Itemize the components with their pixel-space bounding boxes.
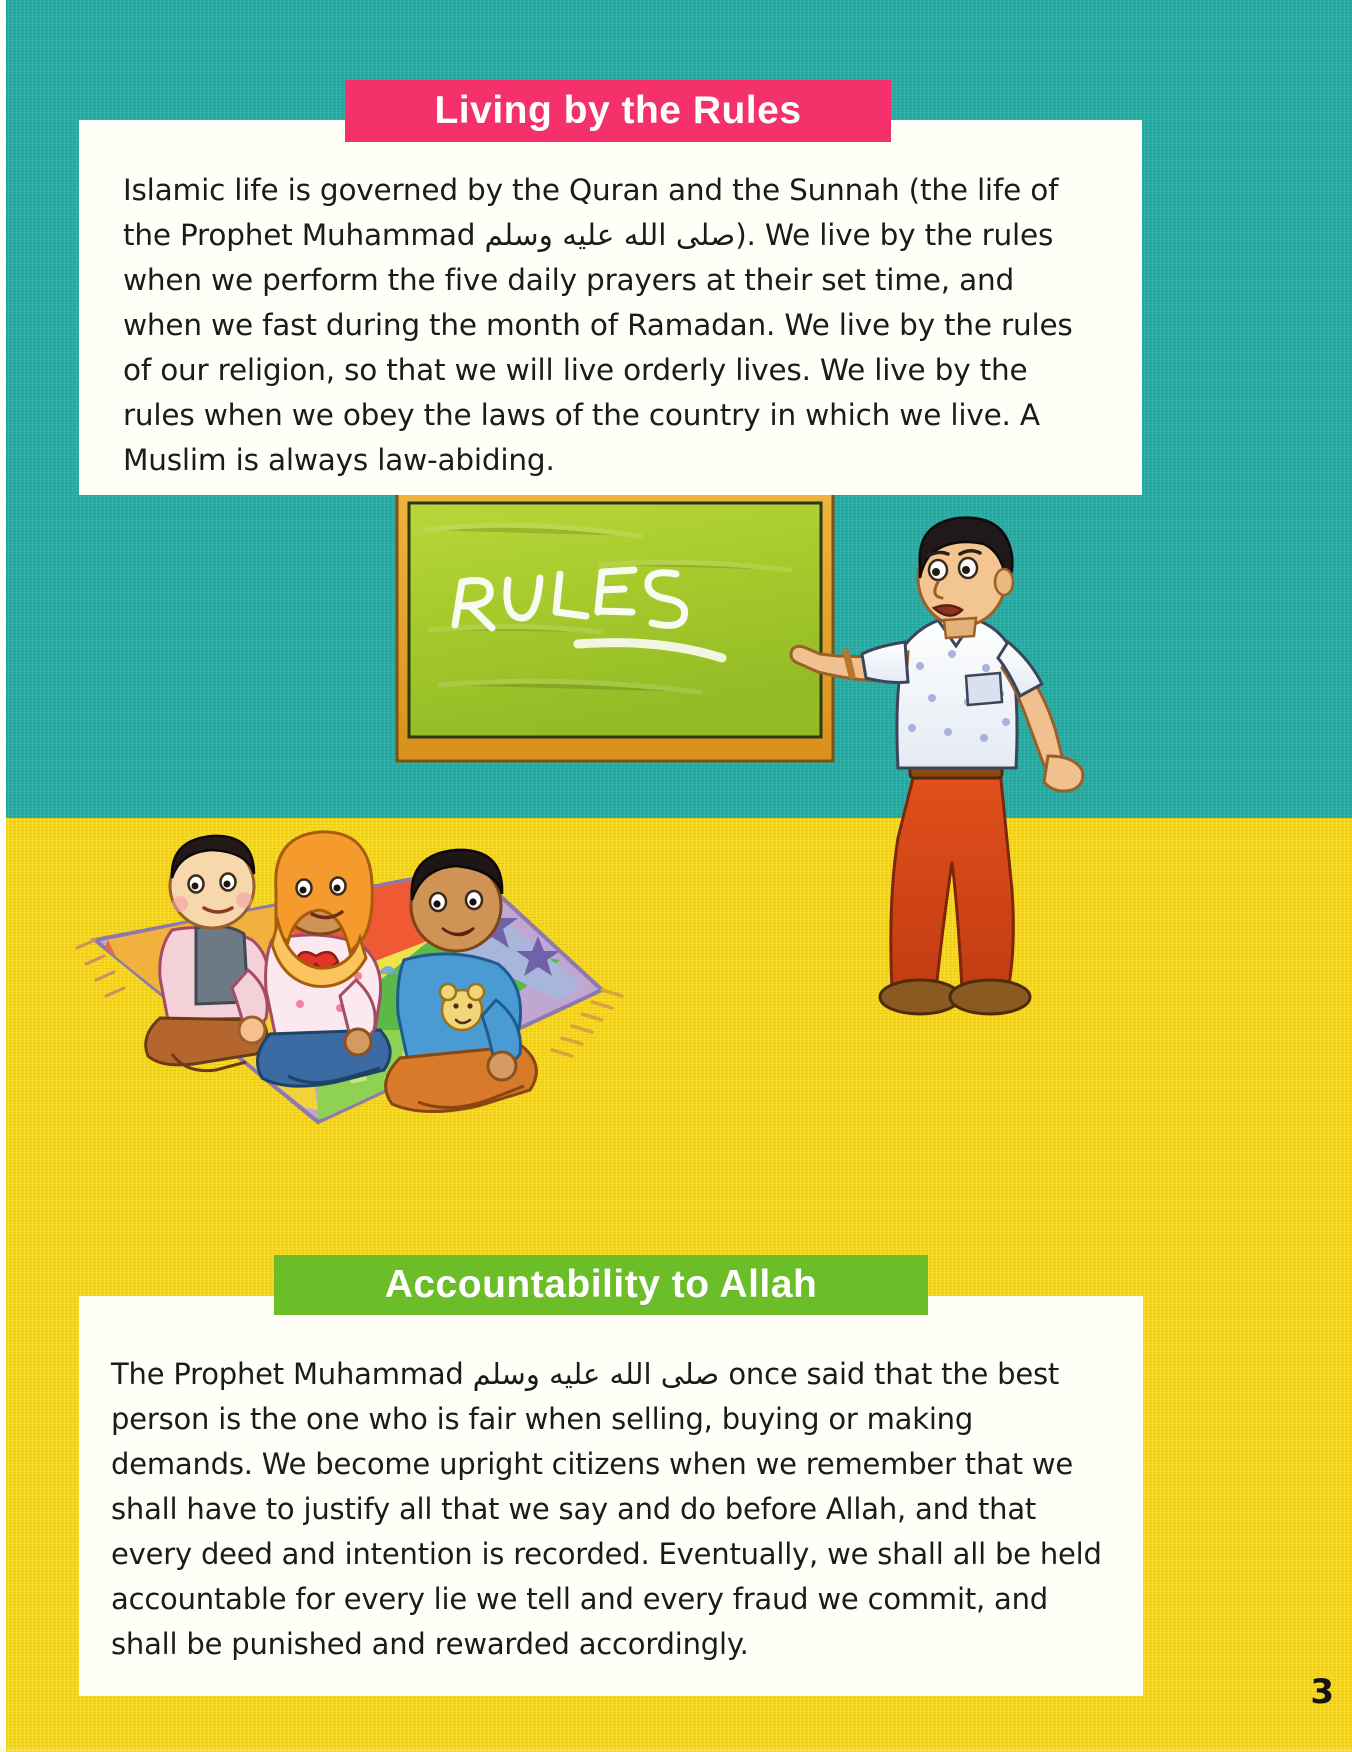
page-number: 3 xyxy=(1310,1672,1334,1712)
section-body-accountability-to-allah: The Prophet Muhammad صلى الله عليه وسلم once said that the best person is the one who is fair when selling, buying or making demands. We become upright citizens when we remember that we shall have to justify all that we say and do before Allah, and that every deed and intention is recorded. Eventually, we shall all be held accountable for every lie we tell and every fraud we commit, and shall be punished and rewarded accordingly. xyxy=(111,1357,1111,1661)
classroom-illustration xyxy=(0,470,1352,1280)
child-left-figure xyxy=(146,836,269,1071)
section-panel-accountability-to-allah xyxy=(79,1296,1143,1696)
teacher-figure xyxy=(791,518,1083,1014)
sheet-edge-bottom xyxy=(0,1748,1352,1752)
chalkboard-illustration xyxy=(397,493,833,761)
section-panel-living-by-the-rules xyxy=(79,120,1142,495)
child-middle-figure xyxy=(258,832,391,1086)
section-banner-accountability-to-allah: Accountability to Allah xyxy=(274,1255,928,1315)
section-banner-living-by-the-rules: Living by the Rules xyxy=(345,80,891,142)
section-body-living-by-the-rules: Islamic life is governed by the Quran and the Sunnah (the life of the Prophet Muhammad صلى الله عليه وسلم). We live by the rules when we perform the five daily prayers at their set time, and when we fast during the month of Ramadan. We live by the rules of our religion, so that we will live orderly lives. We live by the rules when we obey the laws of the country in which we live. A Muslim is always law-abiding. xyxy=(123,173,1082,477)
